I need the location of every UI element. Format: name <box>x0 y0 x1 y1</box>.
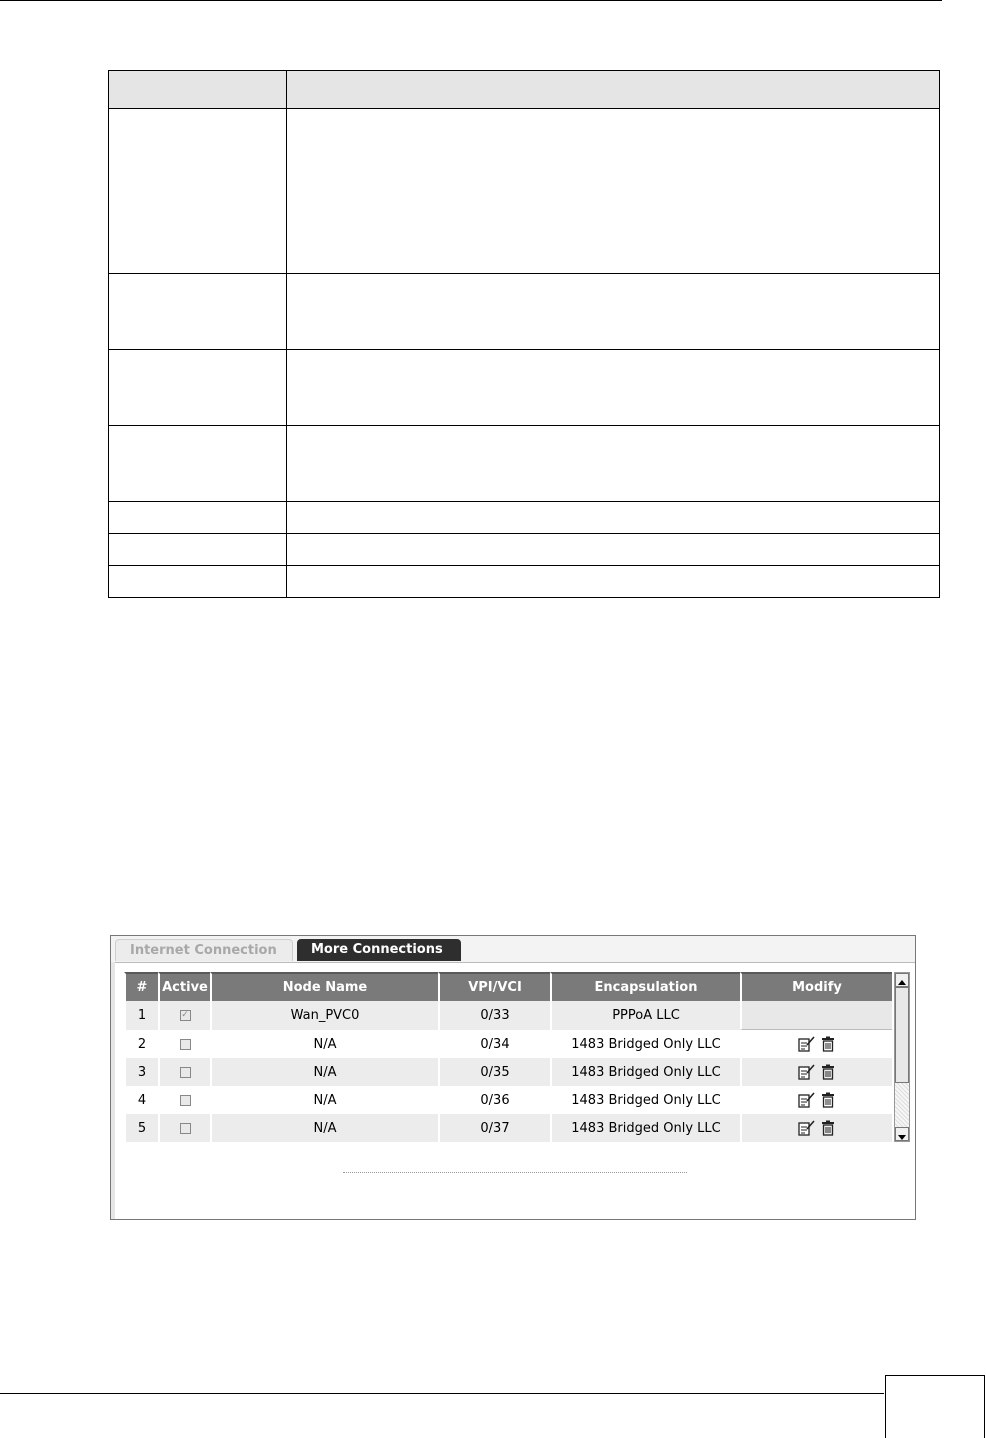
active-checkbox[interactable] <box>180 1039 191 1050</box>
active-checkbox[interactable] <box>180 1123 191 1134</box>
tab-internet-connection[interactable]: Internet Connection <box>115 939 293 961</box>
modify-cell <box>740 1030 892 1058</box>
vpi-vci-cell: 0/36 <box>438 1086 550 1114</box>
trash-icon[interactable] <box>820 1120 836 1136</box>
active-checkbox[interactable]: ✓ <box>181 1010 189 1020</box>
table-header-row <box>124 972 892 1001</box>
col-header-active: Active <box>158 972 210 1001</box>
table-row <box>124 1030 892 1058</box>
table-scrollbar[interactable] <box>894 972 910 1142</box>
active-checkbox[interactable] <box>180 1067 191 1078</box>
desc-row <box>109 534 940 566</box>
col-header-encapsulation: Encapsulation <box>550 972 740 1001</box>
table-row <box>124 1058 892 1086</box>
desc-header-label <box>109 71 287 109</box>
dotted-divider <box>343 1172 687 1173</box>
more-connections-panel <box>110 935 916 1220</box>
connections-table <box>124 972 892 1142</box>
encapsulation-cell: 1483 Bridged Only LLC <box>550 1086 740 1114</box>
header-rule <box>0 0 942 1</box>
node-name-cell: Wan_PVC0 <box>210 1001 438 1030</box>
modify-cell <box>740 1114 892 1142</box>
edit-icon[interactable] <box>798 1064 816 1080</box>
row-number: 3 <box>124 1058 158 1086</box>
node-name-cell: N/A <box>210 1114 438 1142</box>
desc-row <box>109 350 940 426</box>
row-number: 5 <box>124 1114 158 1142</box>
col-header-number: # <box>124 972 158 1001</box>
desc-header-row <box>109 71 940 109</box>
desc-row <box>109 566 940 598</box>
col-header-node-name: Node Name <box>210 972 438 1001</box>
desc-row <box>109 502 940 534</box>
vpi-vci-cell: 0/35 <box>438 1058 550 1086</box>
node-name-cell: N/A <box>210 1086 438 1114</box>
arrow-down-icon <box>896 1131 908 1143</box>
modify-cell <box>740 1086 892 1114</box>
desc-row <box>109 426 940 502</box>
trash-icon[interactable] <box>820 1064 836 1080</box>
vpi-vci-cell: 0/37 <box>438 1114 550 1142</box>
desc-row <box>109 109 940 274</box>
edit-icon[interactable] <box>798 1092 816 1108</box>
table-row <box>124 1086 892 1114</box>
encapsulation-cell: 1483 Bridged Only LLC <box>550 1058 740 1086</box>
node-name-cell: N/A <box>210 1030 438 1058</box>
modify-cell <box>740 1058 892 1086</box>
tab-more-connections[interactable]: More Connections <box>297 939 461 961</box>
description-table <box>108 70 940 598</box>
edit-icon[interactable] <box>798 1120 816 1136</box>
panel-left-edge <box>111 962 115 1220</box>
col-header-vpi-vci: VPI/VCI <box>438 972 550 1001</box>
active-checkbox[interactable] <box>180 1095 191 1106</box>
encapsulation-cell: 1483 Bridged Only LLC <box>550 1030 740 1058</box>
desc-header-description <box>287 71 940 109</box>
scroll-down-button[interactable] <box>895 1127 909 1141</box>
col-header-modify: Modify <box>740 972 892 1001</box>
desc-row <box>109 274 940 350</box>
edit-icon[interactable] <box>798 1036 816 1052</box>
encapsulation-cell: PPPoA LLC <box>550 1001 740 1030</box>
row-number: 1 <box>124 1001 158 1030</box>
trash-icon[interactable] <box>820 1036 836 1052</box>
scroll-thumb[interactable] <box>895 987 909 1083</box>
table-row <box>124 1114 892 1142</box>
trash-icon[interactable] <box>820 1092 836 1108</box>
vpi-vci-cell: 0/33 <box>438 1001 550 1030</box>
scroll-up-button[interactable] <box>895 973 909 987</box>
vpi-vci-cell: 0/34 <box>438 1030 550 1058</box>
page-number-box <box>885 1375 985 1438</box>
modify-cell <box>740 1001 892 1030</box>
table-row <box>124 1001 892 1030</box>
tab-bar <box>111 936 915 963</box>
node-name-cell: N/A <box>210 1058 438 1086</box>
row-number: 4 <box>124 1086 158 1114</box>
row-number: 2 <box>124 1030 158 1058</box>
footer-rule <box>0 1393 884 1394</box>
encapsulation-cell: 1483 Bridged Only LLC <box>550 1114 740 1142</box>
